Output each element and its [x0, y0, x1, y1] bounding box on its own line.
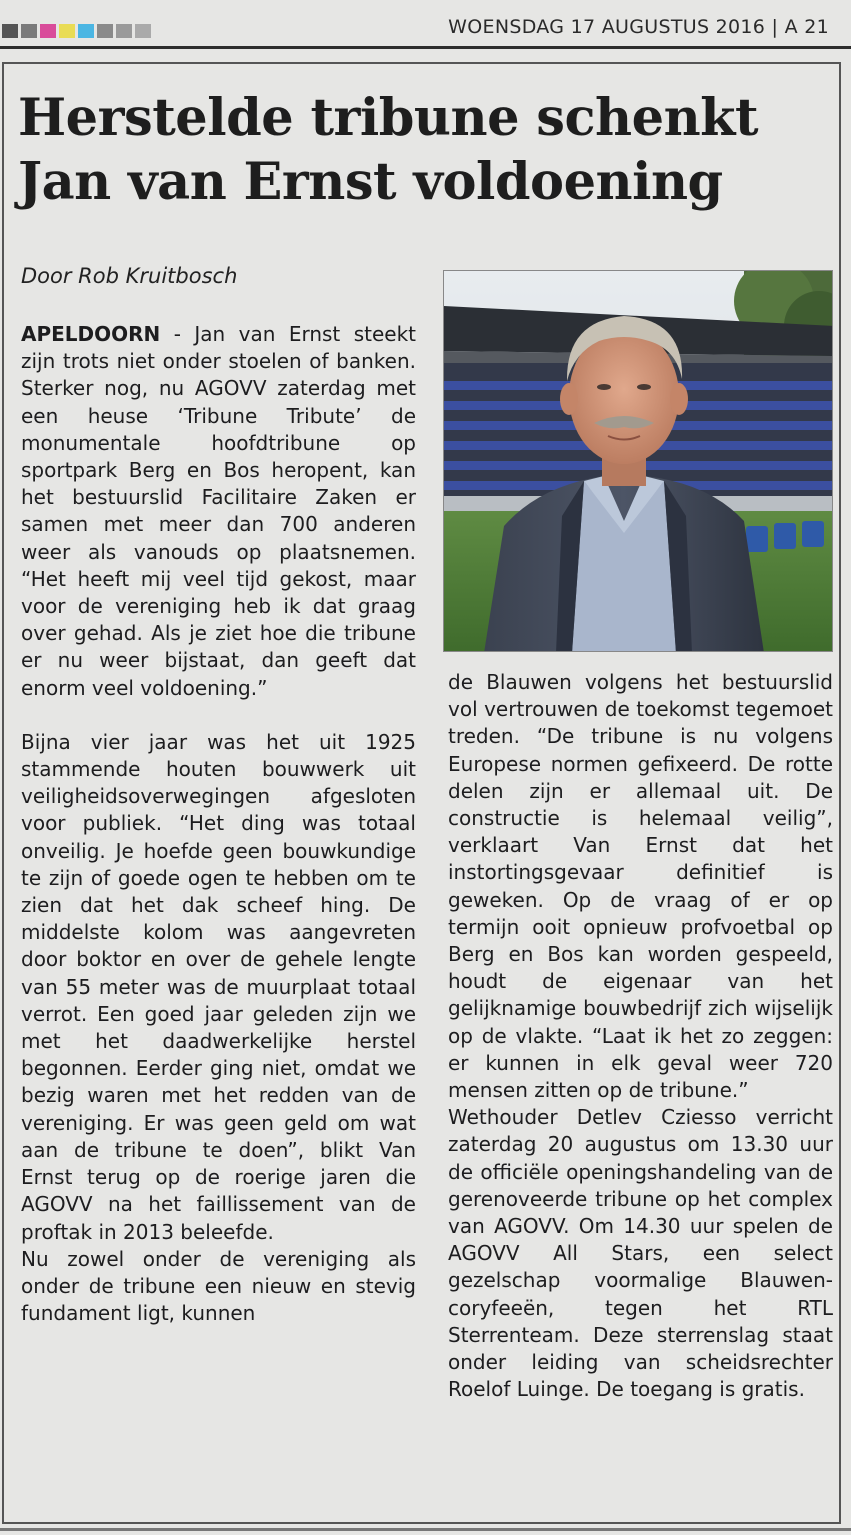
dateline-place: APELDOORN — [21, 322, 161, 346]
print-color-bar — [2, 24, 154, 38]
intro-text: - Jan van Ernst steekt zijn trots niet onder stoelen of banken. Sterker nog, nu AGOVV zaterdag met een heuse ‘Tribune Tribute’ de monumentale hoofdtribune op sportpark Berg en Bos heropent, kan het bestuurslid Facilitaire Zaken er samen met meer dan 700 anderen weer als vanouds op plaatsnemen. “Het heeft mij veel tijd gekost, maar voor de vereniging heb ik dat graag over gehad. Als je ziet hoe die tribune er nu weer bijstaat, dan geeft dat enorm veel voldoening.” — [21, 322, 416, 700]
page-dateline: WOENSDAG 17 AUGUSTUS 2016 | A 21 — [448, 16, 829, 38]
color-swatch — [2, 24, 18, 38]
color-swatch — [116, 24, 132, 38]
header-rule — [0, 46, 851, 49]
article-headline — [18, 86, 838, 214]
color-swatch — [97, 24, 113, 38]
headline-line-2: Jan van Ernst voldoening — [18, 152, 723, 212]
bottom-rule — [0, 1528, 851, 1531]
portrait-photo — [443, 270, 833, 652]
byline: Door Rob Kruitbosch — [21, 264, 238, 288]
paragraph-closing: Wethouder Detlev Cziesso verricht zaterdag 20 augustus om 13.30 uur de officiële openingshandeling van de gerenoveerde tribune op het complex van AGOVV. Om 14.30 uur spelen de AGOVV All Stars, een select gezelschap voormalige Blauwen-coryfeeën, tegen het RTL Sterrenteam. Deze sterrenslag staat onder leiding van scheidsrechter Roelof Luinge. De toegang is gratis. — [448, 1105, 833, 1402]
color-swatch — [135, 24, 151, 38]
paragraph-continued: Nu zowel onder de vereniging als onder de tribune een nieuw en stevig fundament ligt, kunnen — [21, 1246, 416, 1326]
photo-illustration — [444, 271, 833, 652]
color-swatch — [21, 24, 37, 38]
color-swatch — [40, 24, 56, 38]
color-swatch — [78, 24, 94, 38]
article-column-left — [21, 321, 416, 1327]
color-swatch — [59, 24, 75, 38]
article-column-right — [448, 669, 833, 1403]
paragraph-body: Bijna vier jaar was het uit 1925 stammende houten bouwwerk uit veiligheidsoverwegingen afgesloten voor publiek. “Het ding was totaal onveilig. Je hoefde geen bouwkundige te zijn of goede ogen te hebben om te zien dat het dak scheef hing. De middelste kolom was aangevreten door boktor en over de gehele lengte van 55 meter was de muurplaat totaal verrot. Een goed jaar geleden zijn we met het daadwerkelijke herstel begonnen. Eerder ging niet, omdat we bezig waren met het redden van de vereniging. Er was geen geld om wat aan de tribune te doen”, blikt Van Ernst terug op de roerige jaren die AGOVV na het faillissement van de proftak in 2013 beleefde. — [21, 729, 416, 1244]
paragraph-intro — [21, 321, 416, 702]
headline-line-1: Herstelde tribune schenkt — [18, 88, 759, 148]
paragraph-continuation: de Blauwen volgens het bestuurslid vol vertrouwen de toekomst tegemoet treden. “De tribune is nu volgens Europese normen gefixeerd. De rotte delen zijn er allemaal uit. De constructie is helemaal veilig”, verklaart Van Ernst dat het instortingsgevaar definitief is geweken. Op de vraag of er op termijn ooit opnieuw profvoetbal op Berg en Bos kan worden gespeeld, houdt de eigenaar van het gelijknamige bouwbedrijf zich wijselijk op de vlakte. “Laat ik het zo zeggen: er kunnen in elk geval weer 720 mensen zitten op de tribune.” — [448, 670, 833, 1103]
